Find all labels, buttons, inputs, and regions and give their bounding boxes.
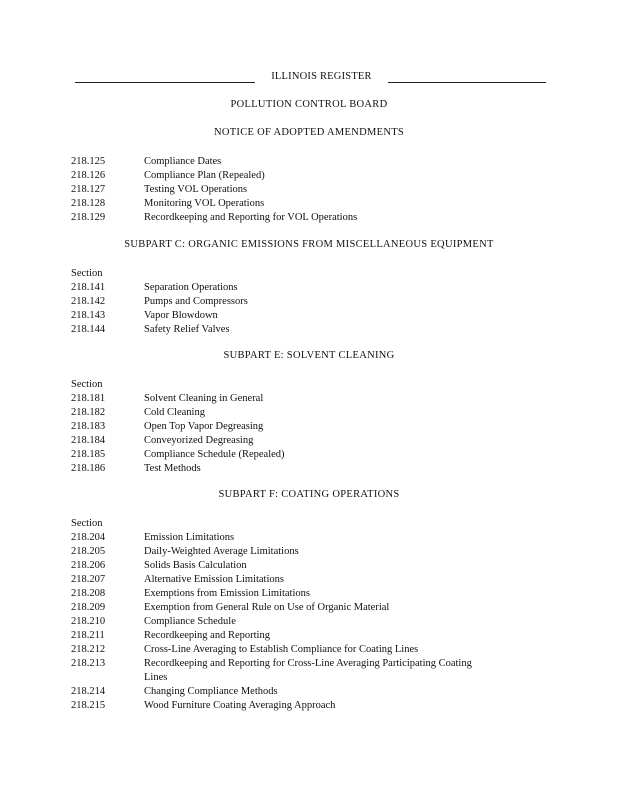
subpart-c-heading: SUBPART C: ORGANIC EMISSIONS FROM MISCELLANEOUS EQUIPMENT bbox=[124, 239, 494, 250]
notice-title: NOTICE OF ADOPTED AMENDMENTS bbox=[213, 127, 405, 138]
header-rule-left bbox=[75, 82, 255, 83]
register-title: ILLINOIS REGISTER bbox=[271, 71, 372, 82]
subpart-f-heading: SUBPART F: COATING OPERATIONS bbox=[218, 489, 400, 500]
board-title: POLLUTION CONTROL BOARD bbox=[230, 99, 388, 110]
section-label: Section bbox=[71, 379, 103, 390]
header-rule-right bbox=[388, 82, 546, 83]
section-label: Section bbox=[71, 268, 103, 279]
list-item-continuation: Lines bbox=[144, 672, 168, 683]
section-label: Section bbox=[71, 518, 103, 529]
subpart-e-heading: SUBPART E: SOLVENT CLEANING bbox=[223, 350, 395, 361]
